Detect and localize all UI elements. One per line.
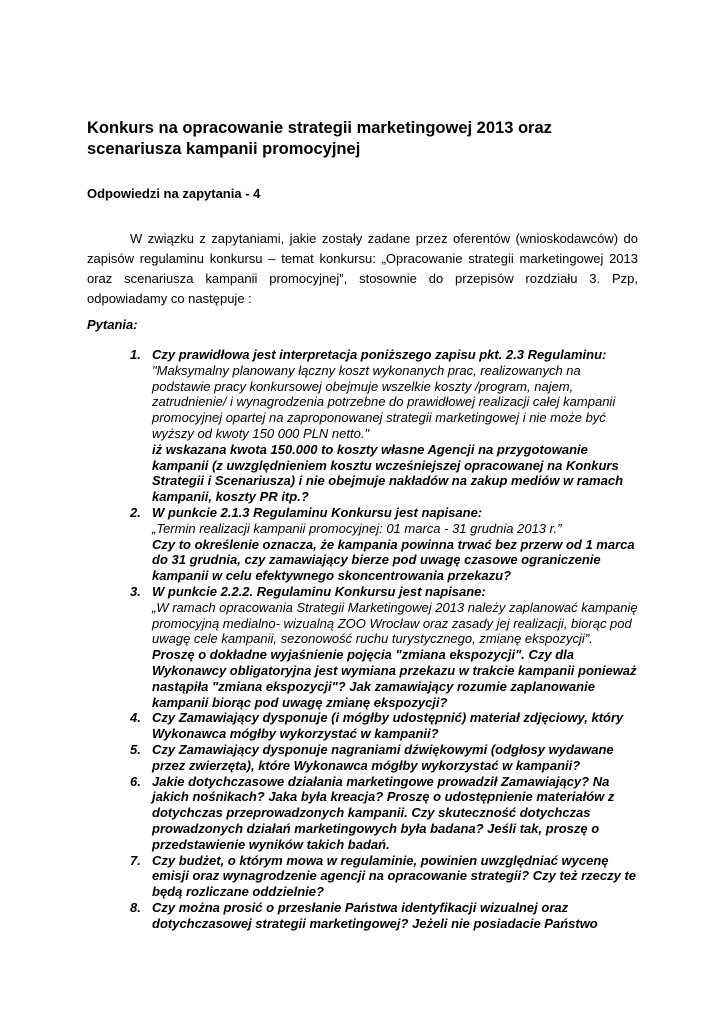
question-number: 3. — [130, 583, 141, 599]
question-number: 8. — [130, 899, 141, 915]
question-number: 7. — [130, 852, 141, 868]
question-text: Czy budżet, o którym mowa w regulaminie, powinien uwzględniać wycenę emisji oraz wynagrodzenie agencji na opracowanie strategii? Czy też rzeczy te będą rozliczane oddzielnie? — [152, 852, 637, 900]
question-text: Czy prawidłowa jest interpretacja poniższego zapisu pkt. 2.3 Regulaminu: — [152, 347, 607, 362]
question-text: iż wskazana kwota 150.000 to koszty własne Agencji na przygotowanie kampanii (z uwzględnieniem kosztu wcześniejszej opracowanej na Konkurs Strategii i Scenariusza) i nie obejmuje nakładów na zakup mediów w ramach kampanii, koszty PR itp.? — [152, 441, 624, 505]
question-item-5 — [130, 742, 640, 774]
question-text: Czy Zamawiający dysponuje nagraniami dźwiękowymi (odgłosy wydawane przez zwierzęta), które Wykonawca mógłby wykorzystać w kampanii? — [152, 741, 614, 773]
intro-paragraph: W związku z zapytaniami, jakie zostały zadane przez oferentów (wnioskodawców) do zapisów regulaminu konkursu – temat konkursu: „Opracowanie strategii marketingowej 2013 oraz scenariusza kampanii promocyjnej”, stosownie do przepisów rozdziału 3. Pzp, odpowiadamy co następuje : — [87, 231, 638, 306]
question-item-4 — [130, 710, 640, 742]
questions-list — [130, 347, 640, 931]
question-text: W punkcie 2.2.2. Regulaminu Konkursu jest napisane: — [152, 583, 486, 599]
quoted-regulation-text: "Maksymalny planowany łączny koszt wykonanych prac, realizowanych na podstawie pracy konkursowej obejmuje wszelkie koszty /program, najem, zatrudnienie/ i wynagrodzenia potrzebne do prawidłowej realizacji całej kampanii promocyjnej opartej na zaproponowanej strategii marketingowej i nie może być wyższy od kwoty 150 000 PLN netto." — [152, 362, 616, 441]
question-number: 5. — [130, 741, 141, 757]
question-number: 6. — [130, 773, 141, 789]
question-text: Proszę o dokładne wyjaśnienie pojęcia "zmiana ekspozycji". Czy dla Wykonawcy obligatoryjna jest wymiana przekazu w trakcie kampanii ponieważ nastąpiła "zmiana ekspozycji"? Jak zamawiający rozumie zaplanowanie kampanii biorąc pod uwagę zmianę ekspozycji? — [152, 647, 637, 710]
question-item-1 — [130, 347, 640, 505]
quoted-regulation-text: „W ramach opracowania Strategii Marketingowej 2013 należy zaplanować kampanię promocyjną medialno- wizualną ZOO Wrocław oraz zasady jej realizacji, biorąc pod uwagę cele kampanii, sezonowość ruchu turystycznego, zmianę ekspozycji”. — [152, 599, 638, 647]
question-text: Jakie dotychczasowe działania marketingowe prowadził Zamawiający? Na jakich nośnikach? Jaka była kreacja? Proszę o udostępnienie materiałów z dotychczas przeprowadzonych kampanii. Czy skuteczność dotychczas prowadzonych działań marketingowych była badana? Jeśli tak, proszę o przedstawienie wyników takich badań. — [152, 773, 615, 852]
question-item-7 — [130, 853, 640, 900]
question-item-3 — [130, 584, 640, 710]
question-number: 2. — [130, 504, 141, 520]
question-item-2 — [130, 505, 640, 584]
section-label-questions: Pytania: — [87, 317, 138, 332]
question-text: Czy Zamawiający dysponuje (i mógłby udostępnić) materiał zdjęciowy, który Wykonawca mógłby wykorzystać w kampanii? — [152, 710, 624, 742]
question-item-6 — [130, 774, 640, 853]
question-text: Czy to określenie oznacza, że kampania powinna trwać bez przerw od 1 marca do 31 grudnia, czy zamawiający bierze pod uwagę czasowe ograniczenie kampanii w celu efektywnego skoncentrowania przekazu? — [152, 536, 635, 584]
question-number: 4. — [130, 710, 141, 726]
question-text: Czy można prosić o przesłanie Państwa identyfikacji wizualnej oraz dotychczasowej strategii marketingowej? Jeżeli nie posiadacie Państwo — [152, 899, 598, 931]
document-title: Konkurs na opracowanie strategii marketingowej 2013 oraz scenariusza kampanii promocyjnej — [87, 119, 552, 158]
question-number: 1. — [130, 347, 141, 362]
quoted-regulation-text: „Termin realizacji kampanii promocyjnej: 01 marca - 31 grudnia 2013 r.” — [152, 520, 562, 536]
question-item-8 — [130, 900, 640, 932]
question-text: W punkcie 2.1.3 Regulaminu Konkursu jest napisane: — [152, 504, 483, 520]
document-subtitle: Odpowiedzi na zapytania - 4 — [87, 186, 261, 201]
